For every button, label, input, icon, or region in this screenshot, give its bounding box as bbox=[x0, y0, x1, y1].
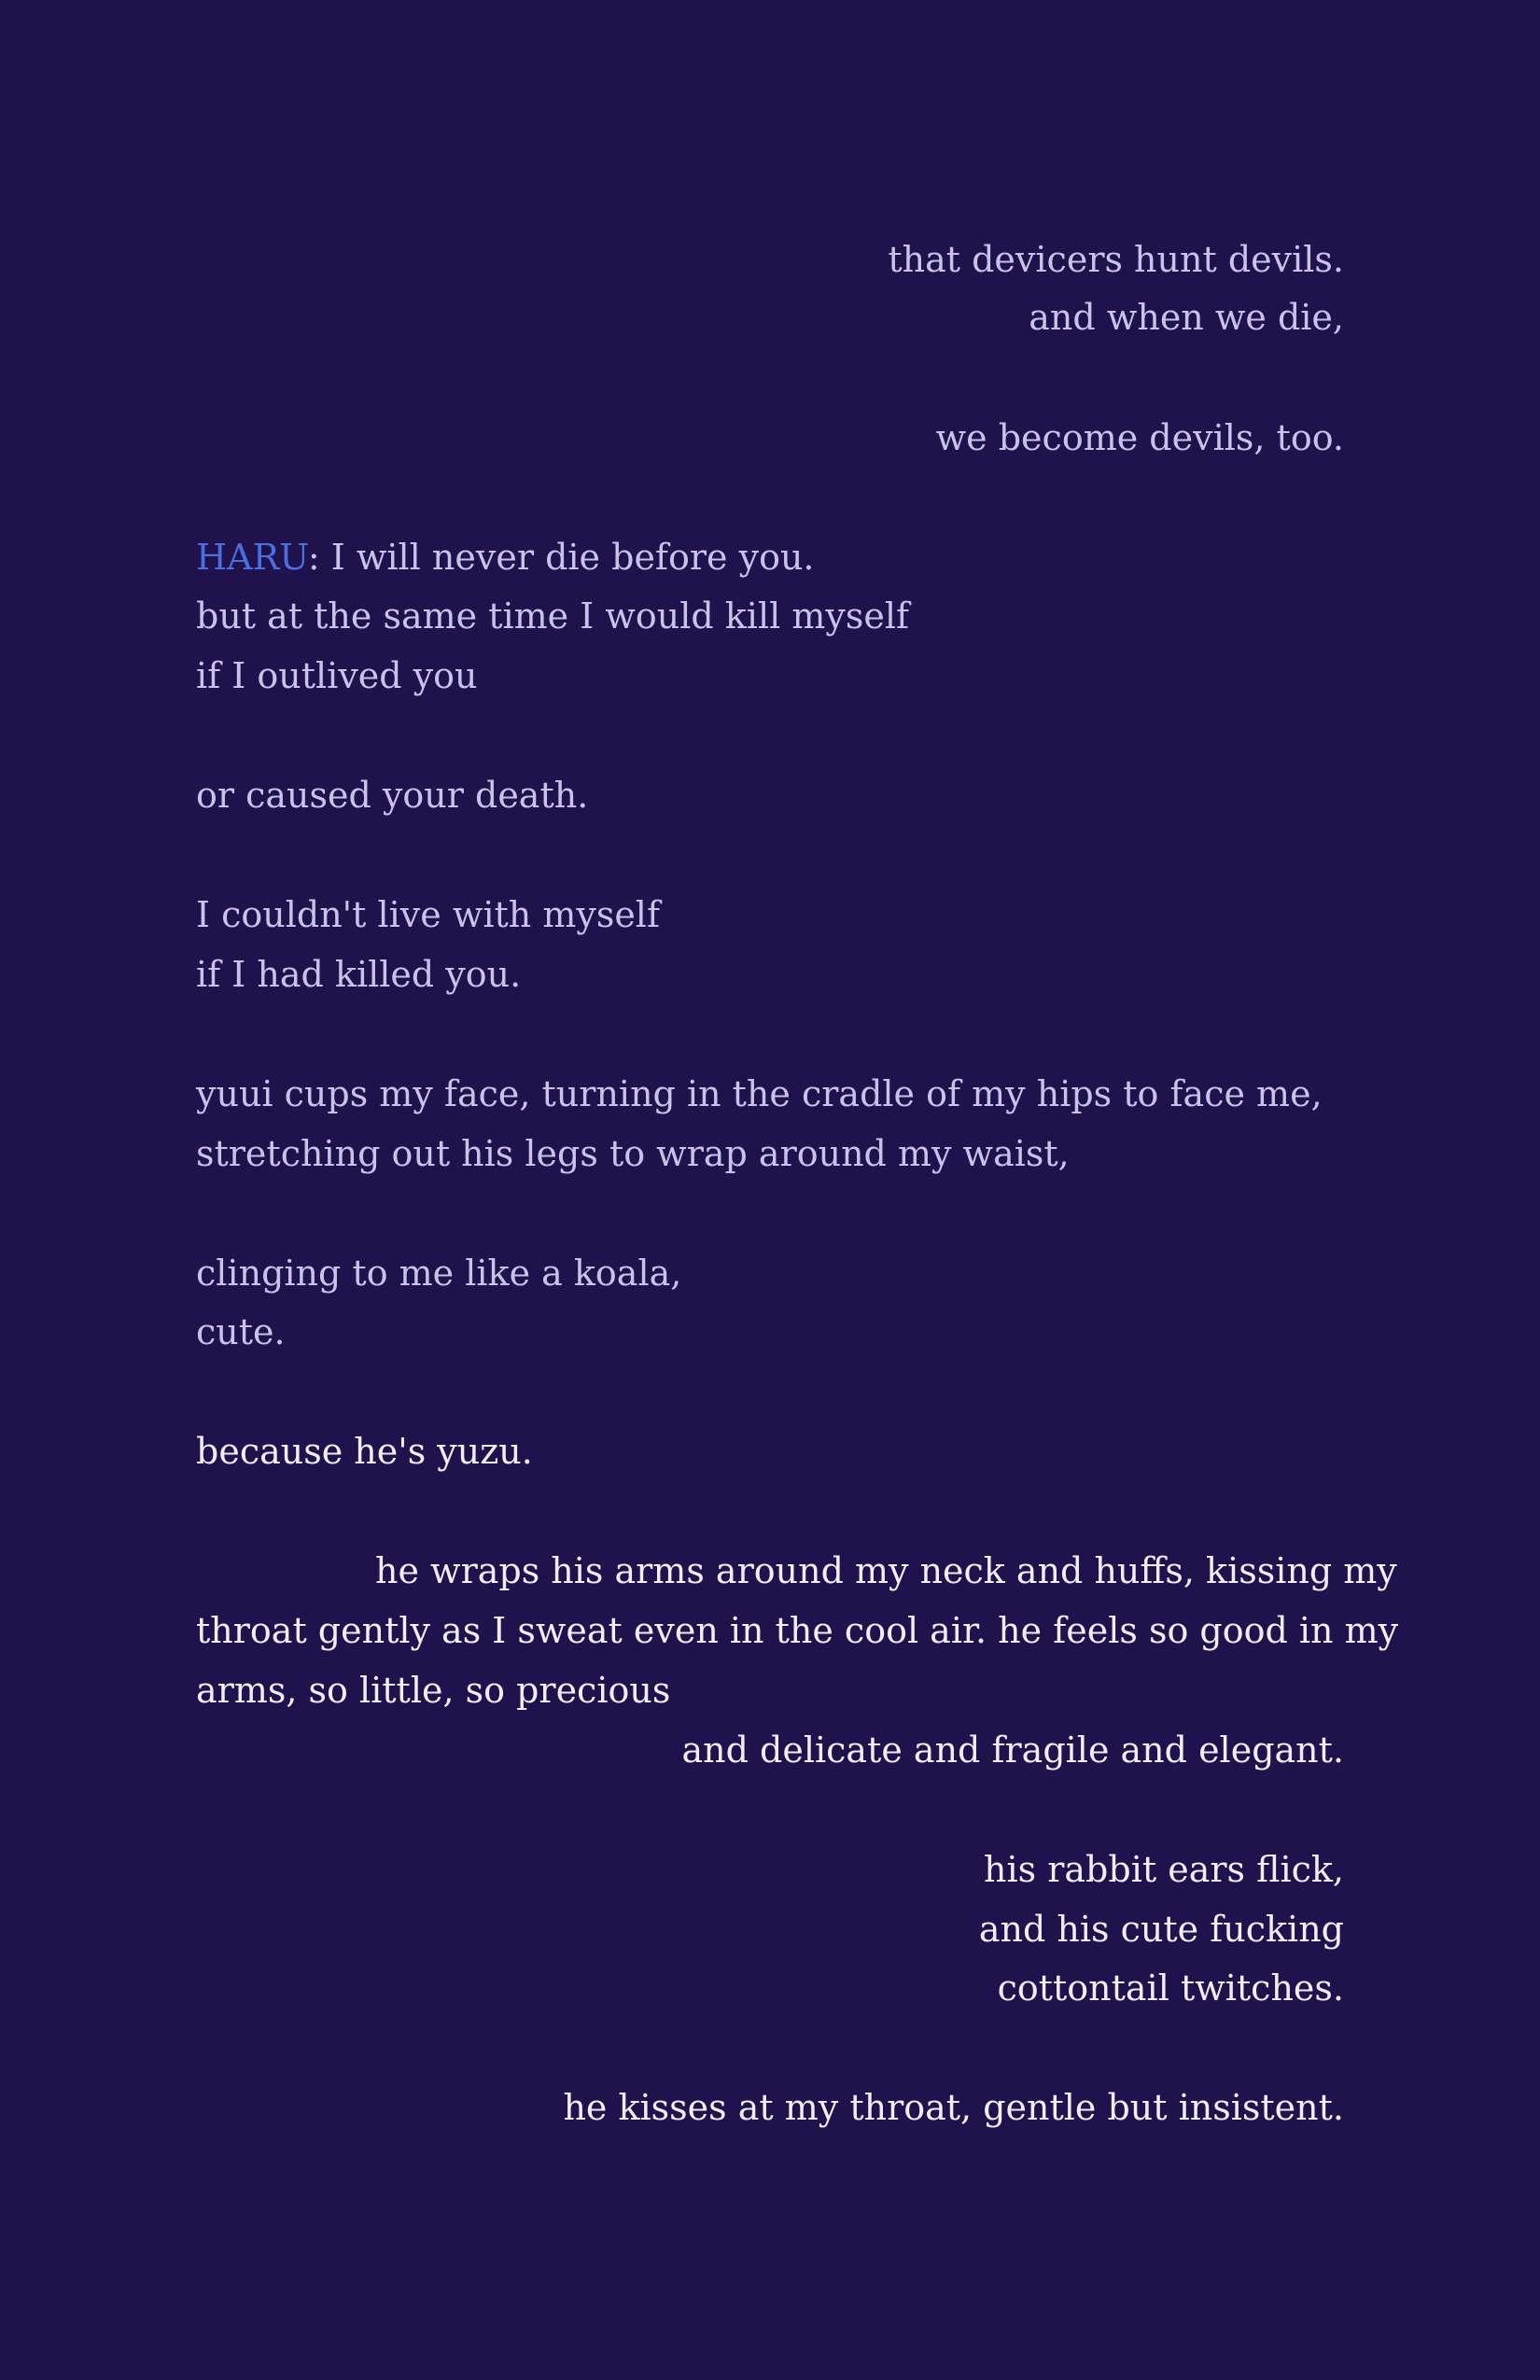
poem-line: we become devils, too. bbox=[935, 417, 1344, 458]
poem-line: he wraps his arms around my neck and huffs, kissing my bbox=[375, 1550, 1397, 1591]
poem-line: if I had killed you. bbox=[196, 954, 522, 995]
poem-line: and when we die, bbox=[1029, 297, 1344, 338]
poem-line: arms, so little, so precious bbox=[196, 1670, 671, 1711]
poem-line: he kisses at my throat, gentle but insistent. bbox=[563, 2087, 1344, 2128]
poem-line: yuui cups my face, turning in the cradle of my hips to face me, bbox=[196, 1073, 1323, 1114]
poem-line: clinging to me like a koala, bbox=[196, 1253, 682, 1294]
poem-line: and delicate and fragile and elegant. bbox=[681, 1729, 1344, 1771]
poem-line: I couldn't live with myself bbox=[196, 894, 661, 935]
poem-line: that devicers hunt devils. bbox=[888, 239, 1344, 280]
poem-line: throat gently as I sweat even in the cool air. he feels so good in my bbox=[196, 1610, 1399, 1651]
poem-line: or caused your death. bbox=[196, 775, 589, 816]
poem-line: cottontail twitches. bbox=[997, 1967, 1344, 2009]
poem-line: his rabbit ears flick, bbox=[984, 1849, 1344, 1890]
dialogue-text: : I will never die before you. bbox=[307, 537, 815, 578]
dialogue-line bbox=[196, 537, 815, 578]
poem-line: if I outlived you bbox=[196, 655, 478, 696]
poem-line: cute. bbox=[196, 1311, 286, 1352]
poem-line: stretching out his legs to wrap around my waist, bbox=[196, 1133, 1070, 1174]
speaker-name: HARU bbox=[196, 537, 308, 578]
poem-line: and his cute fucking bbox=[978, 1909, 1344, 1950]
poem-line: because he's yuzu. bbox=[196, 1431, 533, 1472]
poem-line: but at the same time I would kill myself bbox=[196, 595, 910, 637]
